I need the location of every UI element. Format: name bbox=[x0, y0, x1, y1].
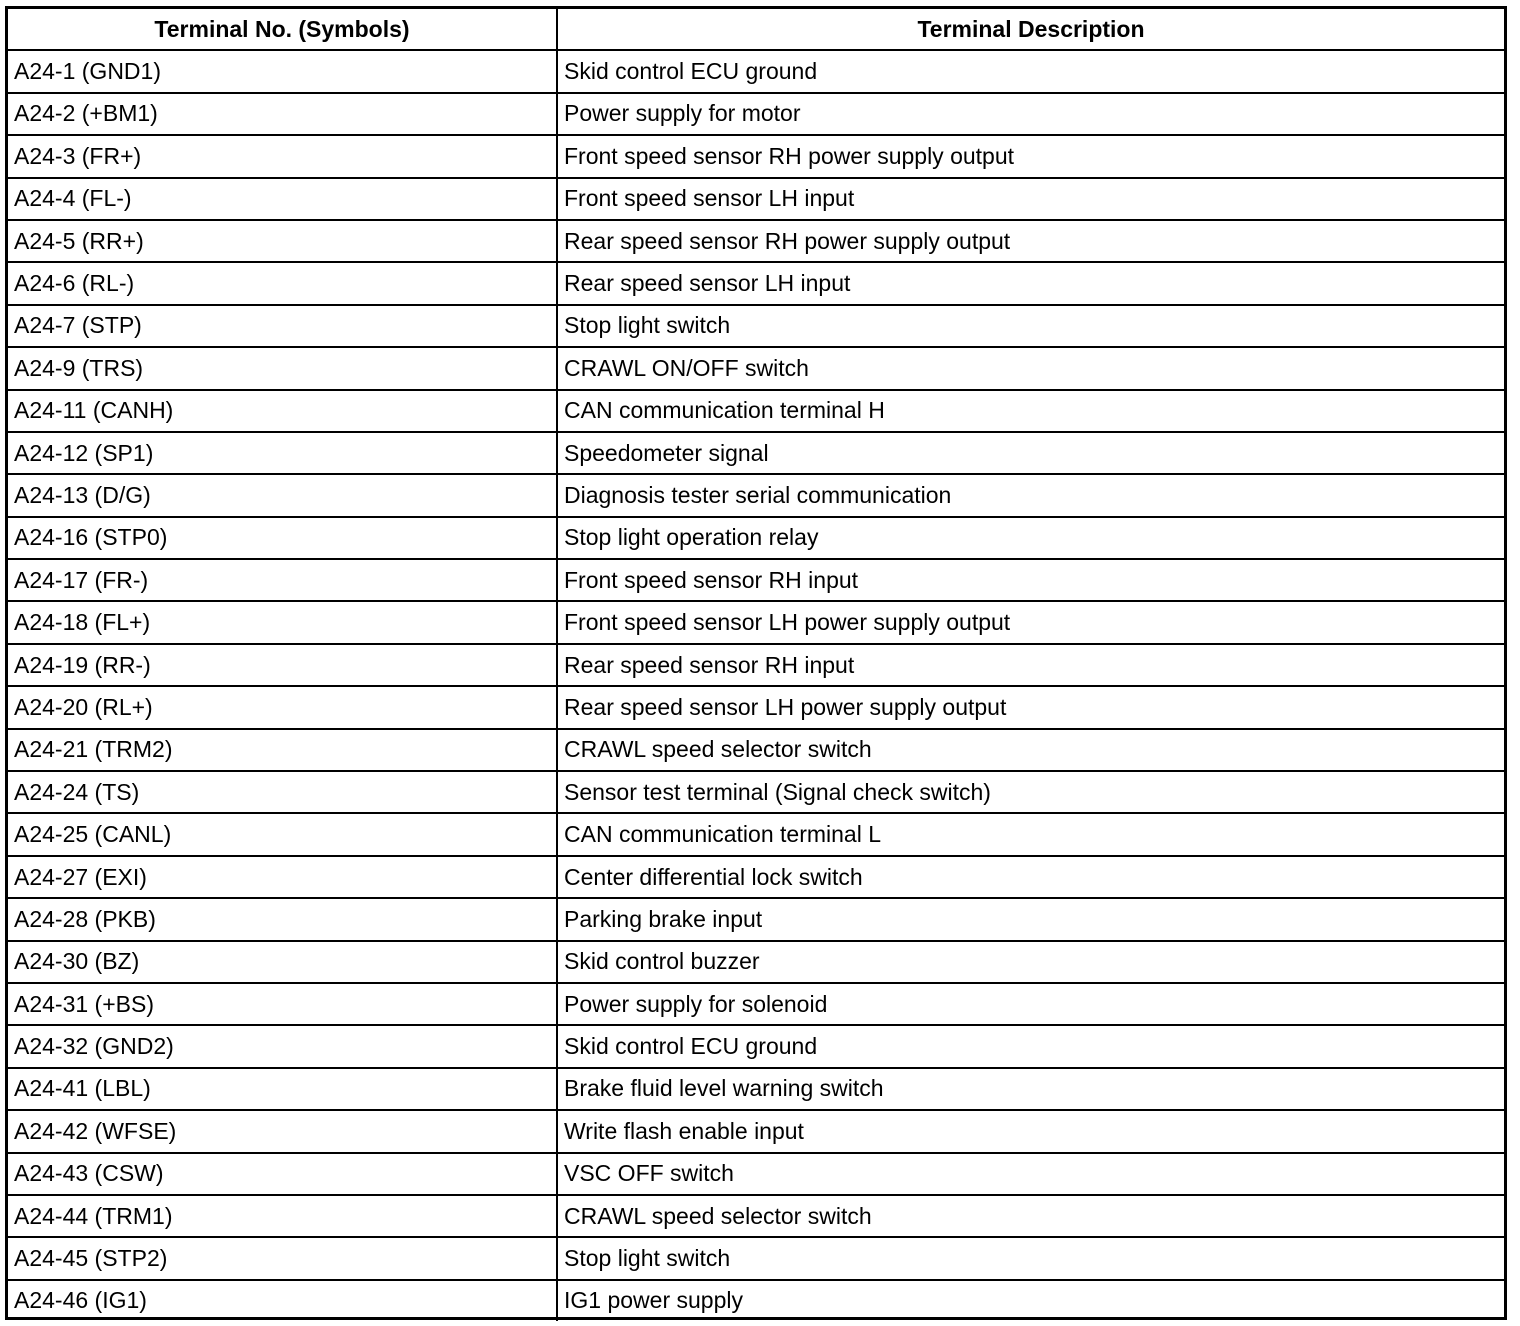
terminal-cell: A24-45 (STP2) bbox=[8, 1237, 557, 1279]
table-row bbox=[8, 432, 1504, 474]
table-row bbox=[8, 474, 1504, 516]
description-cell: CRAWL speed selector switch bbox=[557, 1195, 1504, 1237]
terminal-cell: A24-21 (TRM2) bbox=[8, 729, 557, 771]
table-row bbox=[8, 1195, 1504, 1237]
table-row bbox=[8, 262, 1504, 304]
terminal-cell: A24-24 (TS) bbox=[8, 771, 557, 813]
terminal-table-frame bbox=[5, 6, 1507, 1320]
terminal-cell: A24-30 (BZ) bbox=[8, 941, 557, 983]
terminal-cell: A24-31 (+BS) bbox=[8, 983, 557, 1025]
table-header-row bbox=[8, 9, 1504, 50]
table-row bbox=[8, 347, 1504, 389]
table-row bbox=[8, 50, 1504, 92]
table-row bbox=[8, 686, 1504, 728]
terminal-cell: A24-20 (RL+) bbox=[8, 686, 557, 728]
terminal-cell: A24-3 (FR+) bbox=[8, 135, 557, 177]
table-row bbox=[8, 93, 1504, 135]
table-row bbox=[8, 729, 1504, 771]
table-row bbox=[8, 1025, 1504, 1067]
terminal-cell: A24-43 (CSW) bbox=[8, 1153, 557, 1195]
description-cell: VSC OFF switch bbox=[557, 1153, 1504, 1195]
terminal-cell: A24-9 (TRS) bbox=[8, 347, 557, 389]
terminal-cell: A24-27 (EXI) bbox=[8, 856, 557, 898]
table-row bbox=[8, 1110, 1504, 1152]
description-cell: Parking brake input bbox=[557, 898, 1504, 940]
table-row bbox=[8, 856, 1504, 898]
description-cell: Front speed sensor LH input bbox=[557, 178, 1504, 220]
table-row bbox=[8, 601, 1504, 643]
terminal-cell: A24-19 (RR-) bbox=[8, 644, 557, 686]
table-row bbox=[8, 390, 1504, 432]
table-row bbox=[8, 517, 1504, 559]
terminal-cell: A24-28 (PKB) bbox=[8, 898, 557, 940]
description-cell: Stop light switch bbox=[557, 305, 1504, 347]
terminal-cell: A24-13 (D/G) bbox=[8, 474, 557, 516]
description-cell: Rear speed sensor RH input bbox=[557, 644, 1504, 686]
table-row bbox=[8, 983, 1504, 1025]
description-cell: Front speed sensor LH power supply output bbox=[557, 601, 1504, 643]
description-cell: Stop light switch bbox=[557, 1237, 1504, 1279]
terminal-cell: A24-46 (IG1) bbox=[8, 1280, 557, 1321]
description-cell: Write flash enable input bbox=[557, 1110, 1504, 1152]
terminal-cell: A24-7 (STP) bbox=[8, 305, 557, 347]
table-row bbox=[8, 941, 1504, 983]
terminal-cell: A24-18 (FL+) bbox=[8, 601, 557, 643]
table-row bbox=[8, 1237, 1504, 1279]
description-cell: Skid control ECU ground bbox=[557, 1025, 1504, 1067]
description-cell: Rear speed sensor LH input bbox=[557, 262, 1504, 304]
description-cell: Front speed sensor RH input bbox=[557, 559, 1504, 601]
table-body bbox=[8, 50, 1504, 1321]
table-row bbox=[8, 178, 1504, 220]
description-cell: CAN communication terminal H bbox=[557, 390, 1504, 432]
terminal-cell: A24-4 (FL-) bbox=[8, 178, 557, 220]
terminal-cell: A24-1 (GND1) bbox=[8, 50, 557, 92]
description-cell: Skid control ECU ground bbox=[557, 50, 1504, 92]
description-cell: CRAWL speed selector switch bbox=[557, 729, 1504, 771]
table-row bbox=[8, 644, 1504, 686]
table-row bbox=[8, 898, 1504, 940]
description-cell: Diagnosis tester serial communication bbox=[557, 474, 1504, 516]
table-row bbox=[8, 771, 1504, 813]
description-cell: Sensor test terminal (Signal check switch) bbox=[557, 771, 1504, 813]
terminal-cell: A24-6 (RL-) bbox=[8, 262, 557, 304]
terminal-cell: A24-44 (TRM1) bbox=[8, 1195, 557, 1237]
header-terminal-no: Terminal No. (Symbols) bbox=[8, 9, 557, 50]
description-cell: Rear speed sensor RH power supply output bbox=[557, 220, 1504, 262]
table-row bbox=[8, 559, 1504, 601]
terminal-cell: A24-32 (GND2) bbox=[8, 1025, 557, 1067]
description-cell: CAN communication terminal L bbox=[557, 813, 1504, 855]
terminal-table bbox=[8, 9, 1504, 1321]
terminal-cell: A24-2 (+BM1) bbox=[8, 93, 557, 135]
description-cell: Power supply for motor bbox=[557, 93, 1504, 135]
description-cell: Center differential lock switch bbox=[557, 856, 1504, 898]
table-row bbox=[8, 135, 1504, 177]
terminal-cell: A24-41 (LBL) bbox=[8, 1068, 557, 1110]
table-row bbox=[8, 1068, 1504, 1110]
table-row bbox=[8, 1153, 1504, 1195]
terminal-cell: A24-11 (CANH) bbox=[8, 390, 557, 432]
description-cell: Power supply for solenoid bbox=[557, 983, 1504, 1025]
description-cell: Speedometer signal bbox=[557, 432, 1504, 474]
terminal-cell: A24-12 (SP1) bbox=[8, 432, 557, 474]
table-row bbox=[8, 220, 1504, 262]
table-row bbox=[8, 1280, 1504, 1321]
terminal-cell: A24-5 (RR+) bbox=[8, 220, 557, 262]
description-cell: IG1 power supply bbox=[557, 1280, 1504, 1321]
table-row bbox=[8, 813, 1504, 855]
table-row bbox=[8, 305, 1504, 347]
terminal-cell: A24-25 (CANL) bbox=[8, 813, 557, 855]
terminal-cell: A24-16 (STP0) bbox=[8, 517, 557, 559]
header-terminal-description: Terminal Description bbox=[557, 9, 1504, 50]
description-cell: Rear speed sensor LH power supply output bbox=[557, 686, 1504, 728]
terminal-cell: A24-42 (WFSE) bbox=[8, 1110, 557, 1152]
description-cell: Brake fluid level warning switch bbox=[557, 1068, 1504, 1110]
description-cell: Skid control buzzer bbox=[557, 941, 1504, 983]
description-cell: Front speed sensor RH power supply output bbox=[557, 135, 1504, 177]
description-cell: CRAWL ON/OFF switch bbox=[557, 347, 1504, 389]
terminal-cell: A24-17 (FR-) bbox=[8, 559, 557, 601]
description-cell: Stop light operation relay bbox=[557, 517, 1504, 559]
